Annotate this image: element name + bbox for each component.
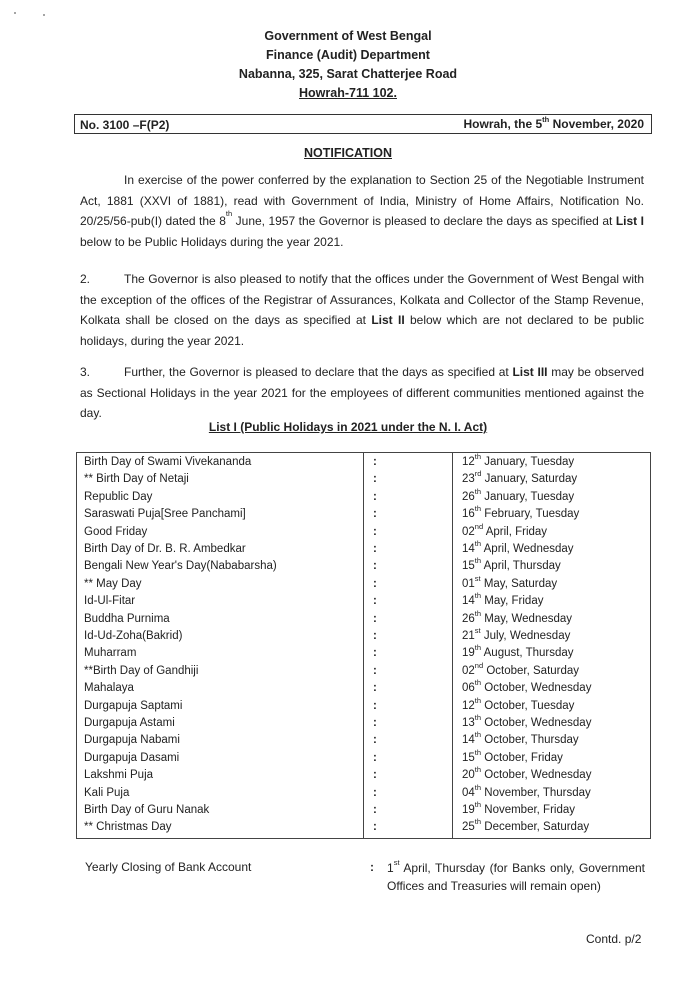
- holiday-name: Muharram: [84, 647, 137, 660]
- holiday-date: [462, 782, 591, 802]
- holiday-day-suffix: th: [474, 817, 482, 827]
- holiday-day: 26: [462, 490, 475, 503]
- list-1-title: List I (Public Holidays in 2021 under the N. I. Act): [208, 420, 488, 434]
- holiday-name: Saraswati Puja[Sree Panchami]: [84, 508, 246, 521]
- holiday-date: [462, 767, 591, 784]
- holiday-day: 16: [462, 508, 475, 521]
- holiday-colon: :: [373, 804, 377, 816]
- holiday-month-weekday: October, Saturday: [483, 664, 580, 677]
- holiday-month-weekday: May, Friday: [481, 595, 544, 608]
- holiday-date: [462, 715, 591, 732]
- letterhead-city: Howrah-711 102.: [299, 86, 397, 100]
- holiday-row: [77, 573, 650, 593]
- holiday-day: 23: [462, 473, 475, 486]
- holiday-colon: :: [373, 612, 377, 625]
- holiday-month-weekday: January, Tuesday: [481, 456, 575, 468]
- holiday-row: [77, 660, 650, 680]
- holiday-day: 26: [462, 612, 475, 625]
- holiday-name: ** Birth Day of Netaji: [84, 473, 189, 486]
- holiday-row: [77, 541, 650, 558]
- scan-speck: [14, 12, 16, 14]
- holiday-day-suffix: nd: [474, 521, 484, 531]
- holiday-table: [76, 452, 651, 839]
- holiday-month-weekday: October, Thursday: [481, 734, 579, 747]
- holiday-colon: :: [373, 577, 377, 590]
- holiday-month-weekday: August, Thursday: [481, 647, 574, 660]
- yearly-closing-colon: :: [370, 860, 374, 874]
- holiday-month-weekday: April, Friday: [483, 525, 548, 538]
- holiday-month-weekday: February, Tuesday: [481, 508, 580, 521]
- holiday-name: Durgapuja Astami: [84, 717, 175, 729]
- holiday-row: [77, 558, 650, 575]
- yearly-sup: st: [393, 858, 400, 867]
- paragraph-2: [80, 269, 644, 351]
- holiday-day: 14: [462, 734, 475, 747]
- holiday-name: Id-Ul-Fitar: [84, 595, 136, 608]
- holiday-name: Mahalaya: [84, 682, 134, 695]
- holiday-row: [77, 593, 650, 610]
- holiday-colon: :: [373, 543, 377, 555]
- yearly-rest: April, Thursday (for Banks only, Government Offices and Treasuries will remain open): [387, 861, 645, 893]
- holiday-day: 25: [462, 821, 475, 834]
- holiday-row: [77, 471, 650, 488]
- holiday-colon: :: [373, 821, 377, 834]
- p2-number: 2.: [80, 272, 91, 286]
- holiday-row: [77, 506, 650, 523]
- holiday-colon: :: [373, 717, 377, 729]
- holiday-colon: :: [373, 769, 377, 782]
- holiday-row: [77, 819, 650, 836]
- holiday-day: 06: [462, 682, 475, 695]
- holiday-colon: :: [373, 630, 377, 642]
- yearly-day: 1: [387, 861, 394, 875]
- holiday-colon: :: [373, 699, 377, 712]
- holiday-day: 12: [462, 699, 475, 712]
- holiday-day: 14: [462, 595, 475, 608]
- holiday-day: 15: [462, 560, 475, 573]
- holiday-month-weekday: October, Wednesday: [481, 769, 592, 782]
- holiday-month-weekday: October, Friday: [481, 751, 563, 764]
- holiday-month-weekday: April, Thursday: [481, 560, 561, 573]
- holiday-row: [77, 782, 650, 802]
- p1-sup: th: [225, 209, 233, 218]
- holiday-name: Republic Day: [84, 490, 153, 503]
- holiday-day: 02: [462, 525, 475, 538]
- holiday-day: 15: [462, 751, 475, 764]
- holiday-date: [462, 593, 543, 610]
- p1-text-a: In exercise of the power conferred by the explanation to Section 25 of the Negotiable Instrument Act, 1881 (XXVI of 1881), read with Government of India, Ministry of Home Affairs, Notification No. 20/25/56-pub(I) dated the 8: [80, 173, 644, 228]
- holiday-day-suffix: th: [474, 695, 482, 705]
- holiday-day-suffix: th: [474, 730, 482, 740]
- holiday-month-weekday: May, Saturday: [480, 577, 558, 590]
- holiday-day-suffix: th: [474, 608, 482, 618]
- reference-date-suffix: November, 2020: [549, 117, 644, 131]
- holiday-day: 19: [462, 804, 475, 816]
- holiday-name: Durgapuja Dasami: [84, 751, 180, 764]
- reference-date-prefix: Howrah, the 5: [463, 117, 543, 131]
- holiday-month-weekday: January, Saturday: [481, 473, 578, 486]
- holiday-name: Birth Day of Swami Vivekananda: [84, 456, 252, 468]
- holiday-row: [77, 628, 650, 645]
- holiday-row: [77, 608, 650, 628]
- holiday-row: [77, 715, 650, 732]
- letterhead-department: Finance (Audit) Department: [266, 48, 430, 62]
- holiday-row: [77, 521, 650, 541]
- reference-number: No. 3100 –F(P2): [80, 118, 170, 132]
- holiday-day-suffix: th: [474, 678, 482, 688]
- holiday-day-suffix: th: [474, 765, 482, 775]
- holiday-date: [462, 680, 591, 697]
- holiday-name: Bengali New Year's Day(Nababarsha): [84, 560, 277, 573]
- holiday-day-suffix: rd: [474, 469, 482, 479]
- holiday-day: 19: [462, 647, 475, 660]
- holiday-colon: :: [373, 525, 377, 538]
- holiday-day-suffix: th: [474, 713, 482, 722]
- holiday-day-suffix: st: [474, 573, 481, 583]
- holiday-day: 01: [462, 577, 475, 590]
- p3-list-ref: List III: [512, 365, 548, 379]
- reference-date-sup: th: [542, 115, 550, 124]
- scan-speck: [43, 14, 45, 16]
- holiday-colon: :: [373, 473, 377, 486]
- holiday-date: [462, 506, 579, 523]
- p1-list-ref: List I: [615, 214, 644, 228]
- holiday-colon: :: [373, 664, 377, 677]
- holiday-day-suffix: th: [474, 747, 482, 757]
- holiday-day: 12: [462, 456, 475, 468]
- p3-text-b: may be observed as Sectional Holidays in the year 2021 for the employees of different communities mentioned against the day.: [80, 365, 644, 420]
- holiday-row: [77, 454, 650, 471]
- paragraph-3: [80, 362, 644, 424]
- holiday-day: 20: [462, 769, 475, 782]
- holiday-colon: :: [373, 490, 377, 503]
- holiday-day: 02: [462, 664, 475, 677]
- holiday-date: [462, 819, 589, 836]
- holiday-day-suffix: th: [474, 486, 482, 496]
- holiday-colon: :: [373, 786, 377, 799]
- holiday-name: Birth Day of Guru Nanak: [84, 804, 210, 816]
- holiday-colon: :: [373, 647, 377, 660]
- holiday-name: **Birth Day of Gandhiji: [84, 664, 199, 677]
- holiday-row: [77, 732, 650, 749]
- yearly-closing-detail: [387, 860, 645, 895]
- holiday-month-weekday: October, Tuesday: [481, 699, 575, 712]
- holiday-row: [77, 802, 650, 819]
- letterhead-address: Nabanna, 325, Sarat Chatterjee Road: [238, 67, 458, 81]
- notification-title: NOTIFICATION: [304, 146, 392, 160]
- holiday-day-suffix: th: [474, 800, 482, 809]
- holiday-month-weekday: July, Wednesday: [480, 630, 571, 642]
- holiday-colon: :: [373, 456, 377, 468]
- holiday-day-suffix: th: [474, 556, 482, 566]
- p2-text-a: The Governor is also pleased to notify that the offices under the Government of West Bengal with the exception of the offices of the Registrar of Assurances, Kolkata and Collector of the Stamp Revenue, Kolkata shall be closed on the days as specified at: [80, 272, 644, 327]
- holiday-row: [77, 680, 650, 697]
- holiday-row: [77, 747, 650, 767]
- holiday-name: Durgapuja Nabami: [84, 734, 180, 747]
- holiday-name: Kali Puja: [84, 786, 130, 799]
- holiday-day-suffix: th: [474, 452, 482, 461]
- holiday-row: [77, 645, 650, 662]
- holiday-name: Good Friday: [84, 525, 148, 538]
- holiday-day-suffix: th: [474, 504, 482, 514]
- holiday-month-weekday: December, Saturday: [481, 821, 590, 834]
- p1-text-b: June, 1957 the Governor is pleased to declare the days as specified at: [232, 214, 616, 228]
- holiday-day: 14: [462, 543, 475, 555]
- holiday-day: 13: [462, 717, 475, 729]
- holiday-name: Lakshmi Puja: [84, 769, 154, 782]
- holiday-day: 21: [462, 630, 475, 642]
- holiday-day: 04: [462, 786, 475, 799]
- holiday-row: [77, 695, 650, 715]
- holiday-month-weekday: May, Wednesday: [481, 612, 573, 625]
- holiday-name: ** May Day: [84, 577, 142, 590]
- p3-number: 3.: [80, 365, 91, 379]
- holiday-day-suffix: th: [474, 539, 482, 548]
- holiday-row: [77, 486, 650, 506]
- reference-date: [463, 117, 644, 131]
- holiday-colon: :: [373, 508, 377, 521]
- letterhead: [0, 27, 696, 103]
- continued-marker: Contd. p/2: [586, 932, 642, 946]
- holiday-name: Id-Ud-Zoha(Bakrid): [84, 630, 183, 642]
- reference-box: [74, 114, 652, 134]
- yearly-closing-label: Yearly Closing of Bank Account: [85, 860, 252, 874]
- holiday-month-weekday: November, Thursday: [481, 786, 591, 799]
- holiday-day-suffix: th: [474, 782, 482, 792]
- paragraph-1: [80, 170, 644, 252]
- holiday-day-suffix: th: [474, 591, 482, 601]
- p1-text-c: below to be Public Holidays during the year 2021.: [80, 234, 344, 249]
- holiday-colon: :: [373, 751, 377, 764]
- holiday-name: ** Christmas Day: [84, 821, 172, 834]
- holiday-name: Birth Day of Dr. B. R. Ambedkar: [84, 543, 246, 555]
- holiday-colon: :: [373, 734, 377, 747]
- holiday-colon: :: [373, 682, 377, 695]
- holiday-month-weekday: October, Wednesday: [481, 682, 592, 695]
- holiday-month-weekday: October, Wednesday: [481, 717, 592, 729]
- holiday-colon: :: [373, 595, 377, 608]
- holiday-day-suffix: nd: [474, 660, 484, 670]
- p2-text-b: below which are not declared to be public holidays, during the year 2021.: [80, 313, 644, 348]
- holiday-colon: :: [373, 560, 377, 573]
- p2-list-ref: List II: [371, 313, 405, 327]
- holiday-name: Buddha Purnima: [84, 612, 170, 625]
- holiday-month-weekday: April, Wednesday: [481, 543, 574, 555]
- holiday-name: Durgapuja Saptami: [84, 699, 183, 712]
- holiday-month-weekday: January, Tuesday: [481, 490, 575, 503]
- holiday-day-suffix: st: [474, 626, 481, 635]
- letterhead-government: Government of West Bengal: [264, 29, 432, 43]
- holiday-row: [77, 767, 650, 784]
- holiday-month-weekday: November, Friday: [481, 804, 576, 816]
- holiday-day-suffix: th: [474, 643, 482, 653]
- p3-text-a: Further, the Governor is pleased to declare that the days as specified at: [124, 365, 513, 379]
